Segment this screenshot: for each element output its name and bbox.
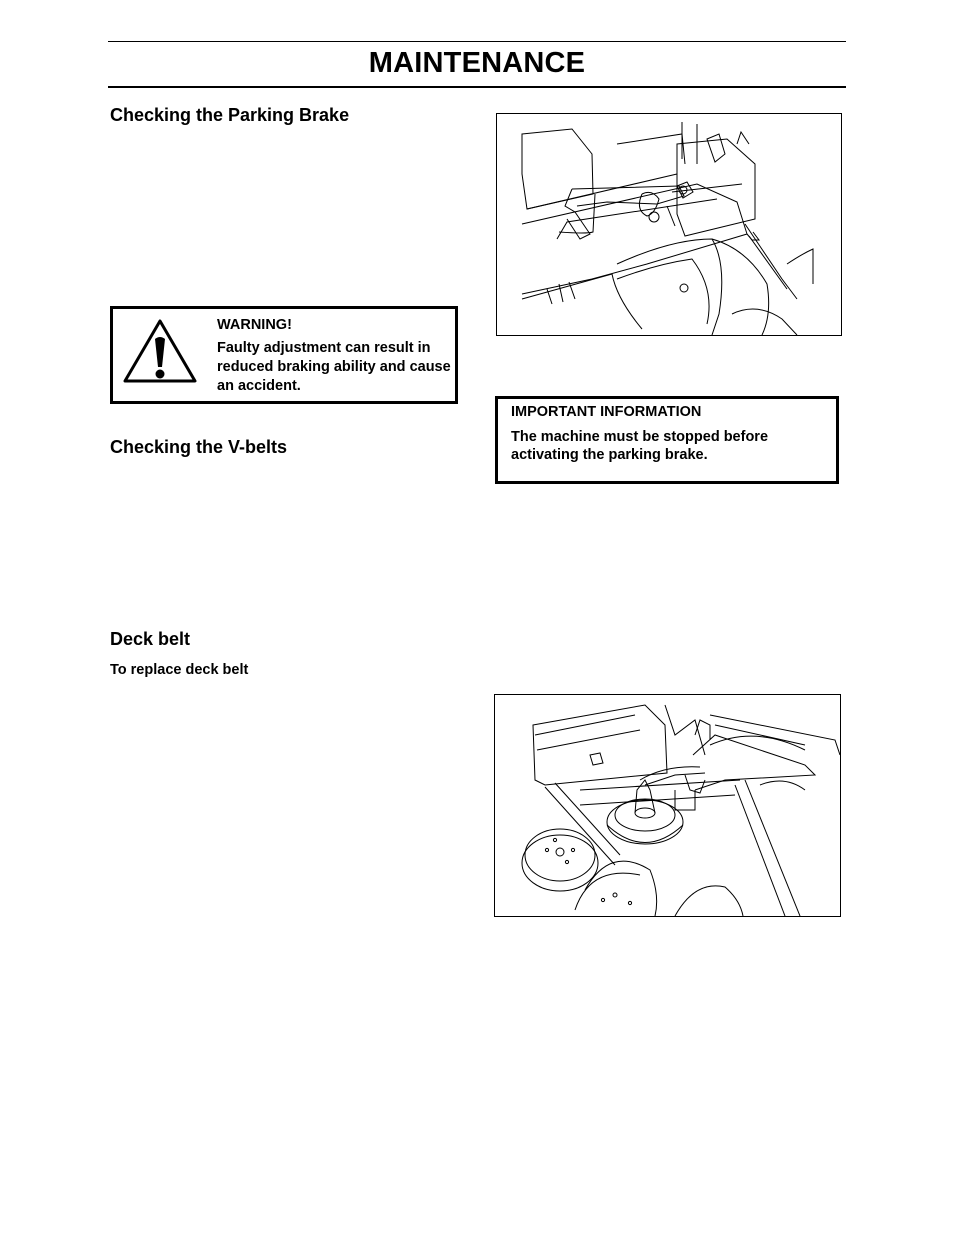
page-title: MAINTENANCE: [368, 47, 586, 79]
important-info-box: [495, 396, 839, 484]
exclamation-triangle-icon: [122, 317, 198, 385]
heading-deck-belt: Deck belt: [110, 629, 191, 649]
deck-belt-illustration: [494, 694, 841, 917]
warning-title: WARNING!: [217, 317, 292, 333]
heading-v-belts: Checking the V-belts: [110, 437, 288, 457]
parking-brake-illustration: [496, 113, 842, 336]
heading-parking-brake: Checking the Parking Brake: [110, 105, 350, 125]
important-info-text: The machine must be stopped before activating the parking brake.: [511, 429, 769, 463]
warning-text: Faulty adjustment can result in reduced braking ability and cause an accident.: [217, 340, 451, 394]
important-info-title: IMPORTANT INFORMATION: [511, 404, 702, 420]
header-top-rule: [108, 41, 846, 42]
header-bottom-rule: [108, 86, 846, 88]
warning-box: [110, 306, 458, 404]
subheading-replace-deck-belt: To replace deck belt: [110, 662, 249, 678]
